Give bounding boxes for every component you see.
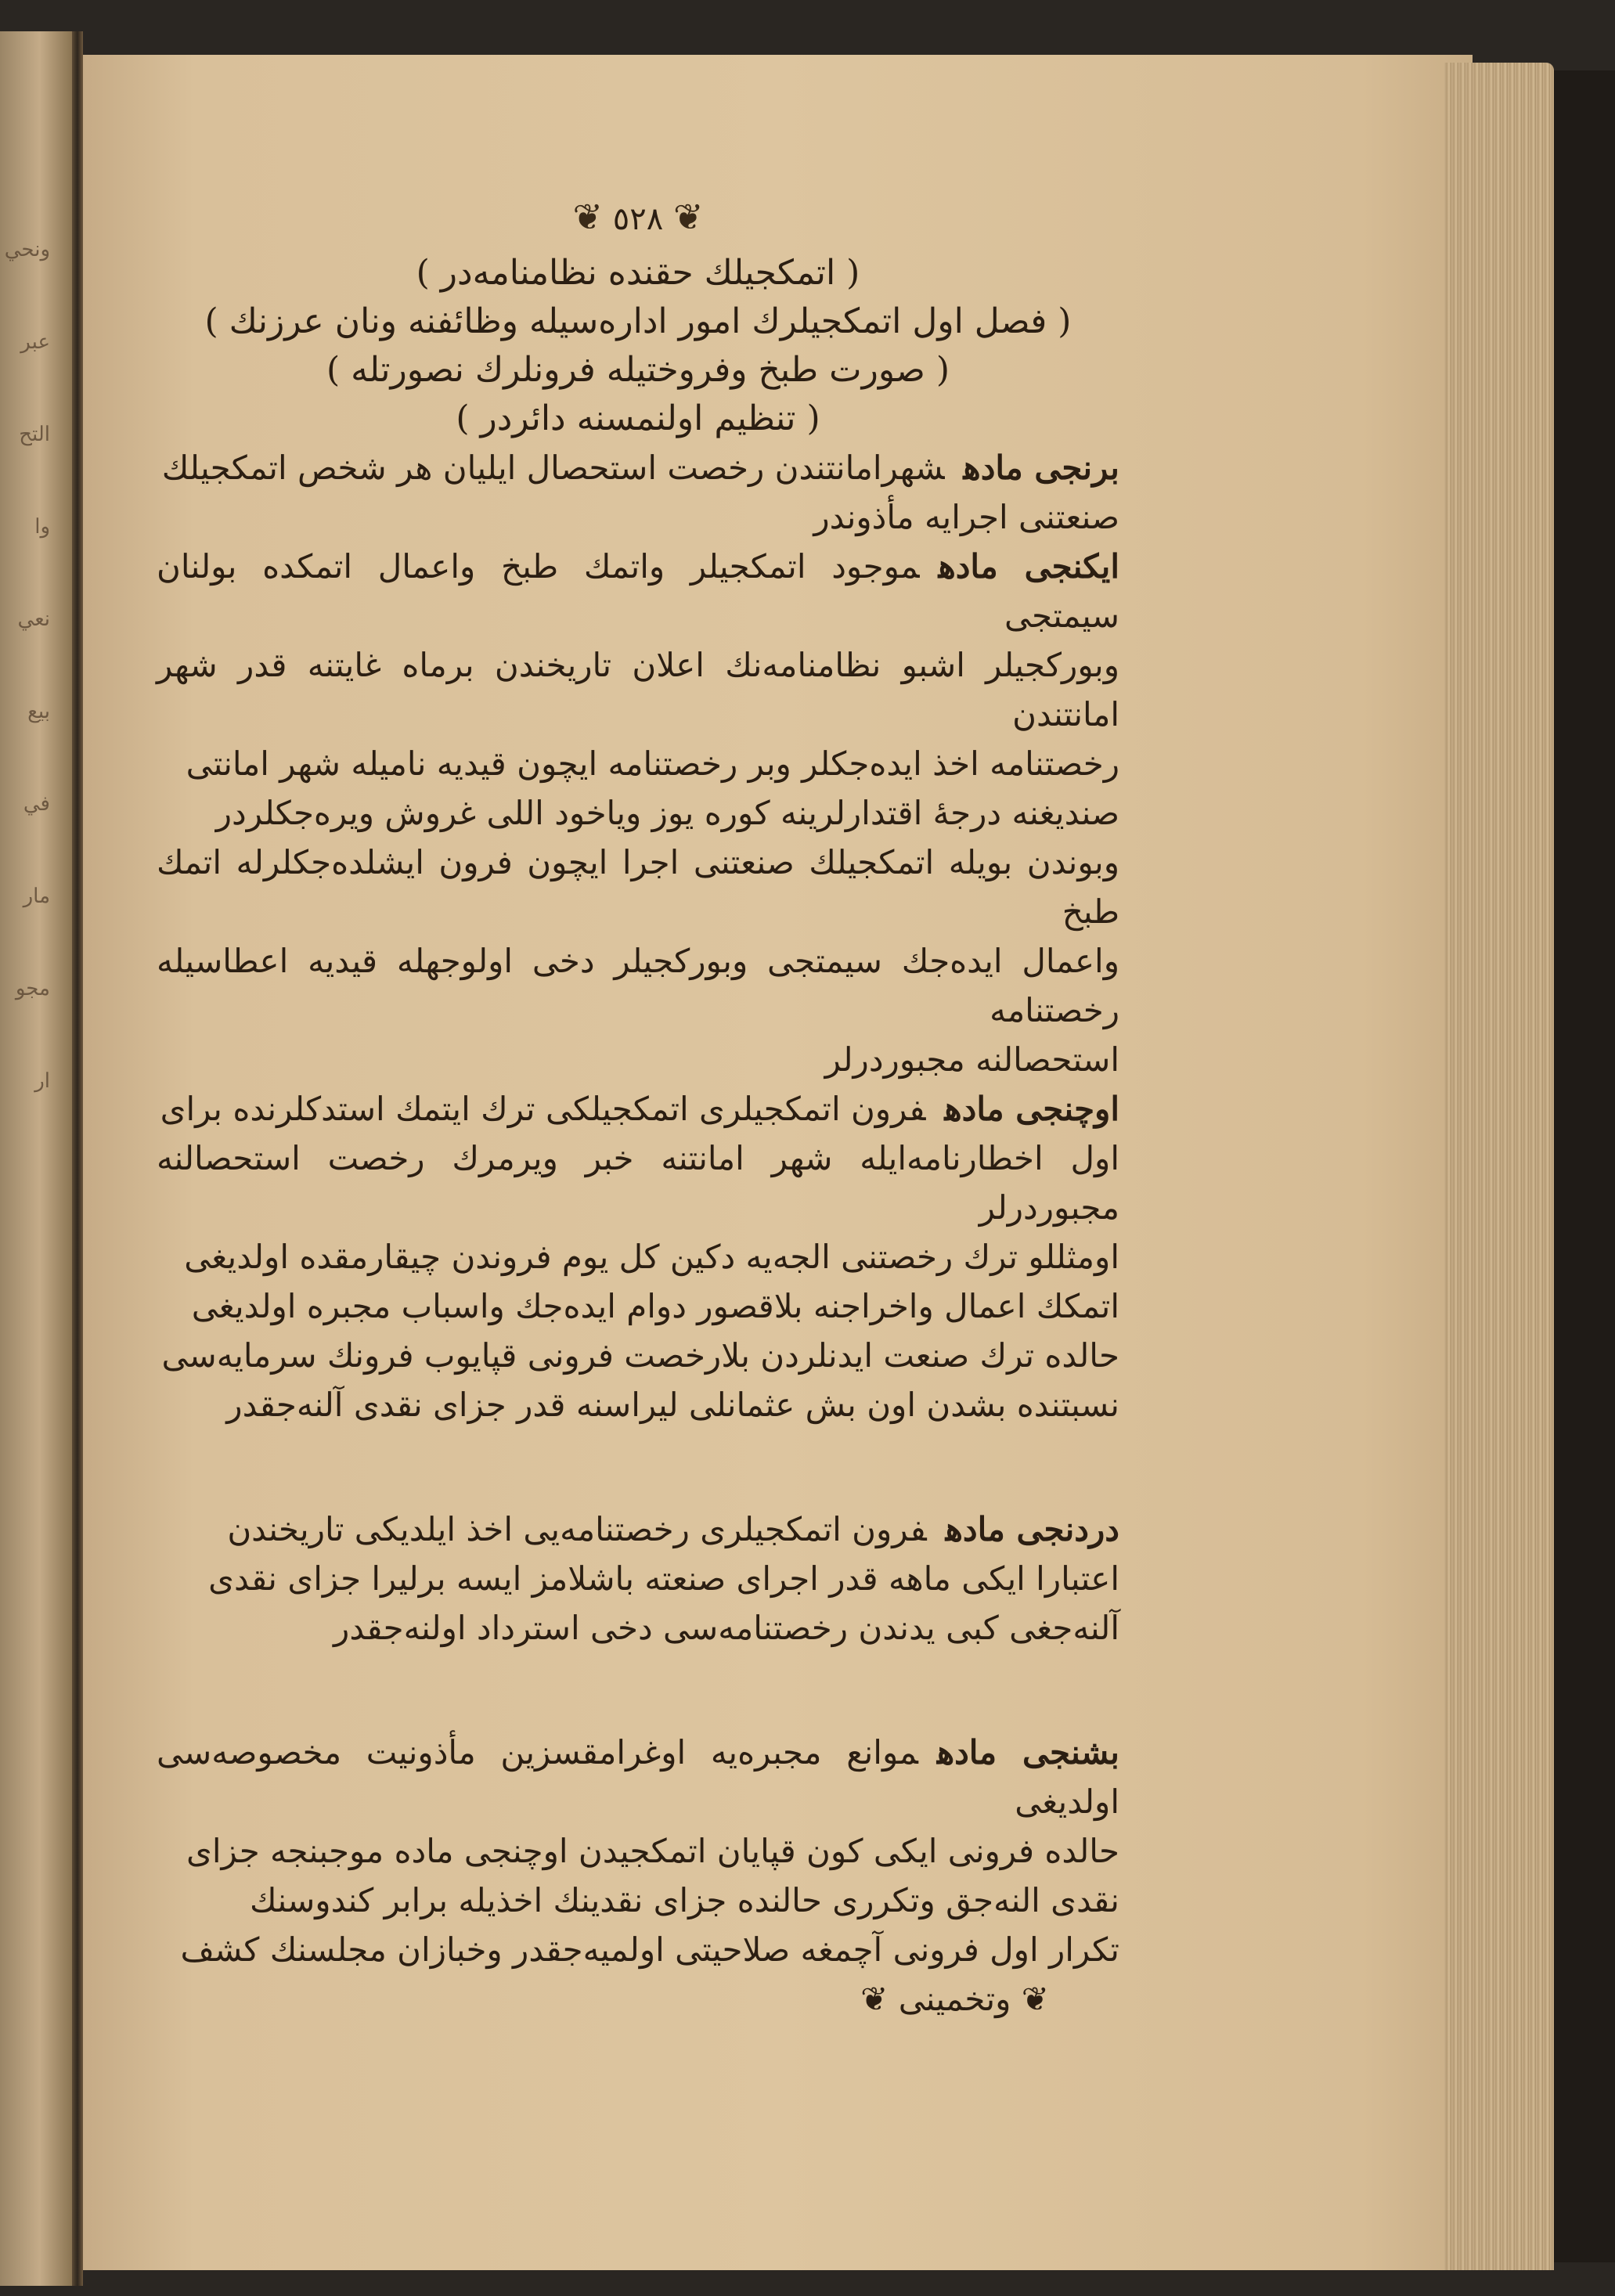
article-3 (157, 1084, 1119, 1429)
article-line: نسبتنده بشدن اون بش عثمانلی ليراسنه قدر جزای نقدی آلنه‌جقدر (226, 1386, 1119, 1424)
article-line: صنعتنی اجرايه مأذوندر (813, 498, 1119, 536)
ornament-icon: ❦ (860, 1980, 889, 2018)
left-page-text (3, 204, 50, 1127)
article-line (157, 1505, 1119, 1554)
closing-line (157, 1974, 1049, 2024)
left-fragment: وا (34, 515, 50, 539)
article-line: اعتبارا ايكی ماهه قدر اجرای صنعته باشلامز ايسه برليرا جزای نقدی (208, 1559, 1119, 1598)
article-line (157, 542, 1119, 640)
article-1 (157, 443, 1119, 542)
page-number (157, 196, 1119, 238)
ornament-left-icon: ❦ (672, 196, 704, 238)
article-text: شهرامانتندن رخصت استحصال ايليان هر شخص اتمكجيلك (161, 449, 945, 487)
article-label: دردنجی ماده (945, 1510, 1119, 1548)
page-stack-edges (1444, 63, 1554, 2270)
article-line: اول اخطارنامه‌ايله شهر امانتنه خبر ويرمرك رخصت استحصالنه مجبوردرلر (157, 1139, 1119, 1227)
article-line: وبوركجيلر اشبو نظامنامه‌نك اعلان تاريخندن برماه غايتنه قدر شهر امانتندن (157, 646, 1119, 733)
section-title: ( اتمكجيلك حقنده نظامنامه‌در ) (416, 253, 860, 293)
section-subtitle-line: ( فصل اول اتمكجيلرك امور اداره‌سيله وظائفنه ونان عرزنك ) (204, 301, 1072, 341)
left-fragment: مار (23, 885, 50, 908)
ornament-icon: ❦ (1021, 1980, 1049, 2018)
article-text: فرون اتمكجيلری اتمكجيلكی ترك ايتمك استدكلرنده براى (160, 1090, 926, 1128)
article-label: بشنجی ماده (936, 1733, 1119, 1772)
article-line: استحصالنه مجبوردرلر (824, 1040, 1119, 1079)
article-line: اتمكك اعمال واخراجنه بلاقصور دوام ايده‌جك واسباب مجبره اولديغی (191, 1287, 1119, 1325)
article-line (157, 1084, 1119, 1134)
article-line: نقدی النه‌جق وتكرری حالنده جزای نقدينك اخذيله برابر كندوسنك (250, 1881, 1119, 1919)
page-number-value: ٥٢٨ (612, 201, 664, 237)
article-2 (157, 542, 1119, 1084)
left-fragment: عبر (20, 330, 50, 354)
article-text: موجود اتمكجيلر واتمك طبخ واعمال اتمكده بولنان سيمتجی (157, 547, 1119, 635)
article-line: تكرار اول فرونی آچمغه صلاحيتی اولميه‌جقدر وخبازان مجلسنك كشف (180, 1930, 1119, 1969)
article-label: برنجی ماده (963, 449, 1119, 487)
article-4 (157, 1505, 1119, 1653)
article-text: فرون اتمكجيلری رخصتنامه‌يی اخذ ايلديكی تاريخندن (227, 1510, 927, 1548)
left-fragment: ار (34, 1069, 50, 1093)
left-fragment: بيع (27, 700, 50, 723)
left-fragment: ونحي (4, 238, 50, 261)
section-subtitle-line: ( تنظيم اولنمسنه دائردر ) (456, 398, 820, 438)
article-label: اوچنجی ماده (944, 1090, 1119, 1128)
page-content (157, 196, 1119, 2024)
left-fragment: مجو (15, 977, 50, 1000)
closing-word: وتخمينی (898, 1980, 1011, 2018)
left-fragment: التح (19, 423, 50, 446)
article-line: حالده فرونی ايكی كون قپايان اتمكجيدن اوچنجی ماده موجبنجه جزای (186, 1832, 1119, 1870)
article-line: وبوندن بويله اتمكجيلك صنعتنی اجرا ايچون فرون ايشلده‌جكلرله اتمك طبخ (157, 843, 1119, 931)
article-line: آلنه‌جغی كبی يدندن رخصتنامه‌سی دخی استرداد اولنه‌جقدر (333, 1609, 1119, 1647)
article-line: صندیغنه درجهٔ اقتدارلرينه كوره يوز وياخود اللی غروش ويره‌جكلردر (215, 794, 1119, 832)
left-fragment: نعي (17, 607, 50, 631)
section-subtitle-line: ( صورت طبخ وفروختيله فرونلرك نصورتله ) (326, 350, 950, 390)
left-page-edge (0, 31, 72, 2286)
edge-shadow (1554, 70, 1615, 2262)
article-label: ايكنجی ماده (938, 547, 1119, 586)
article-line (157, 1728, 1119, 1826)
article-line (157, 443, 1119, 492)
article-line: اومثللو ترك رخصتنی الجه‌يه دكين كل يوم فروندن چيقارمقده اولديغی (184, 1238, 1119, 1276)
article-line: واعمال ايده‌جك سيمتجی وبوركجيلر دخی اولوجهله قيديه اعطاسيله رخصتنامه (157, 942, 1119, 1029)
article-text: موانع مجبره‌يه اوغرامقسزين مأذونيت مخصوصه‌سی اولديغی (157, 1733, 1119, 1821)
left-fragment: في (23, 792, 50, 816)
book-gutter (72, 31, 83, 2286)
spacer (157, 1429, 1119, 1505)
spacer (157, 1653, 1119, 1728)
article-line: رخصتنامه اخذ ايده‌جكلر وبر رخصتنامه ايچون قيديه ناميله شهر امانتی (186, 744, 1119, 783)
ornament-right-icon: ❦ (572, 196, 604, 238)
article-line: حالده ترك صنعت ايدنلردن بلارخصت فرونی قپايوب فرونك سرمايه‌سی (161, 1336, 1119, 1375)
article-5 (157, 1728, 1119, 1974)
